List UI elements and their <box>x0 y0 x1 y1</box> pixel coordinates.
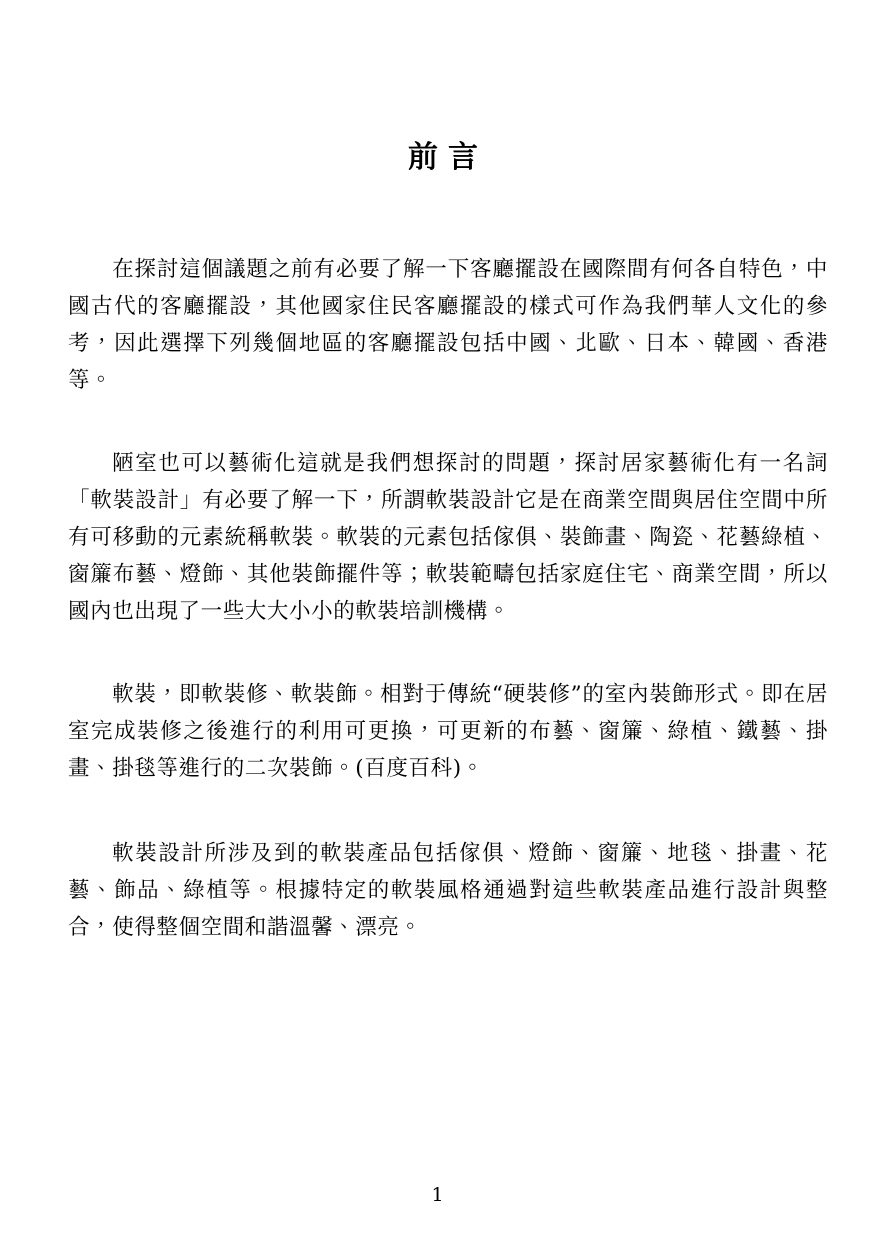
body-paragraph-2: 陋室也可以藝術化這就是我們想探討的問題，探討居家藝術化有一名詞「軟裝設計」有必要了解一下，所謂軟裝設計它是在商業空間與居住空間中所有可移動的元素統稱軟裝。軟裝的元素包括傢俱、裝飾畫、陶瓷、花藝綠植、窗簾布藝、燈飾、其他裝飾擺件等；軟裝範疇包括家庭住宅、商業空間，所以國內也出現了一些大大小小的軟裝培訓機構。 <box>68 450 828 624</box>
page-number: 1 <box>431 1184 444 1206</box>
body-paragraph-4: 軟裝設計所涉及到的軟裝產品包括傢俱、燈飾、窗簾、地毯、掛畫、花藝、飾品、綠植等。根據特定的軟裝風格通過對這些軟裝產品進行設計與整合，使得整個空間和諧溫馨、漂亮。 <box>68 840 828 940</box>
body-paragraph-3: 軟裝，即軟裝修、軟裝飾。相對于傳統“硬裝修”的室內裝飾形式。即在居室完成裝修之後進行的利用可更換，可更新的布藝、窗簾、綠植、鐵藝、掛畫、掛毯等進行的二次裝飾。(百度百科)。 <box>68 681 828 781</box>
body-paragraph-1: 在探討這個議題之前有必要了解一下客廳擺設在國際間有何各自特色，中國古代的客廳擺設，其他國家住民客廳擺設的樣式可作為我們華人文化的參考，因此選擇下列幾個地區的客廳擺設包括中國、北歐、日本、韓國、香港等。 <box>68 257 828 393</box>
page-content <box>68 0 828 947</box>
page-title: 前言 <box>408 140 488 175</box>
